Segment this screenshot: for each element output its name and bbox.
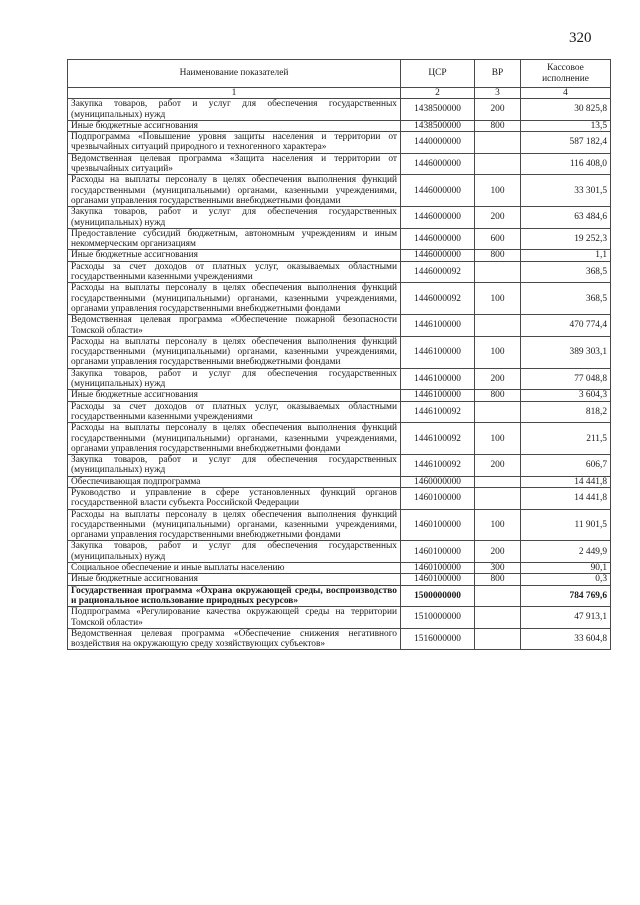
row-name-cell: Подпрограмма «Повышение уровня защиты населения и территории от чрезвычайных ситуаций природного и техногенного характера»	[68, 132, 401, 154]
row-name-cell: Обеспечивающая подпрограмма	[68, 476, 401, 487]
table-row	[68, 120, 611, 131]
row-vr-cell: 200	[475, 368, 521, 390]
row-name-cell: Руководство и управление в сфере установленных функций органов государственной власти субъекта Российской Федерации	[68, 487, 401, 509]
row-csr-cell: 1446000000	[401, 250, 475, 261]
row-vr-cell: 200	[475, 541, 521, 563]
row-amount-cell: 90,1	[521, 563, 611, 574]
row-amount-cell: 3 604,3	[521, 390, 611, 401]
row-amount-cell: 784 769,6	[521, 585, 611, 607]
row-amount-cell: 606,7	[521, 455, 611, 477]
header-vr: ВР	[475, 60, 521, 88]
row-vr-cell: 300	[475, 563, 521, 574]
row-name-cell: Расходы на выплаты персоналу в целях обеспечения выполнения функций государственными (муниципальными) органами, казенными учреждениями, органами управления государственными внебюджетными фондами	[68, 175, 401, 207]
row-vr-cell: 100	[475, 175, 521, 207]
row-name-cell: Расходы на выплаты персоналу в целях обеспечения выполнения функций государственными (муниципальными) органами, казенными учреждениями, органами управления государственными внебюджетными фондами	[68, 283, 401, 315]
row-vr-cell: 600	[475, 228, 521, 250]
column-number-row	[68, 88, 611, 99]
row-vr-cell: 200	[475, 99, 521, 121]
row-amount-cell: 116 408,0	[521, 153, 611, 175]
row-amount-cell: 368,5	[521, 283, 611, 315]
row-name-cell: Расходы на выплаты персоналу в целях обеспечения выполнения функций государственными (муниципальными) органами, казенными учреждениями, органами управления государственными внебюджетными фондами	[68, 336, 401, 368]
row-csr-cell: 1446100000	[401, 336, 475, 368]
table-row	[68, 628, 611, 650]
row-csr-cell: 1446100092	[401, 455, 475, 477]
row-amount-cell: 211,5	[521, 423, 611, 455]
row-csr-cell: 1446000000	[401, 175, 475, 207]
row-csr-cell: 1446000000	[401, 207, 475, 229]
row-name-cell: Расходы на выплаты персоналу в целях обеспечения выполнения функций государственными (муниципальными) органами, казенными учреждениями, органами управления государственными внебюджетными фондами	[68, 509, 401, 541]
row-name-cell: Закупка товаров, работ и услуг для обеспечения государственных (муниципальных) нужд	[68, 455, 401, 477]
row-amount-cell: 14 441,8	[521, 476, 611, 487]
row-name-cell: Социальное обеспечение и иные выплаты населению	[68, 563, 401, 574]
table-row	[68, 455, 611, 477]
row-vr-cell	[475, 261, 521, 283]
row-csr-cell: 1446100092	[401, 401, 475, 423]
row-name-cell: Расходы за счет доходов от платных услуг, оказываемых областными государственными казенными учреждениями	[68, 261, 401, 283]
row-name-cell: Ведомственная целевая программа «Обеспечение пожарной безопасности Томской области»	[68, 315, 401, 337]
row-name-cell: Иные бюджетные ассигнования	[68, 390, 401, 401]
table-row	[68, 153, 611, 175]
table-row	[68, 585, 611, 607]
row-amount-cell: 63 484,6	[521, 207, 611, 229]
row-amount-cell: 30 825,8	[521, 99, 611, 121]
row-amount-cell: 14 441,8	[521, 487, 611, 509]
row-csr-cell: 1460100000	[401, 487, 475, 509]
column-number: 2	[401, 88, 475, 99]
row-vr-cell: 200	[475, 455, 521, 477]
row-amount-cell: 470 774,4	[521, 315, 611, 337]
row-vr-cell: 200	[475, 207, 521, 229]
row-vr-cell	[475, 628, 521, 650]
budget-table	[67, 59, 611, 650]
row-vr-cell: 100	[475, 509, 521, 541]
table-row	[68, 132, 611, 154]
row-vr-cell: 100	[475, 283, 521, 315]
row-csr-cell: 1460000000	[401, 476, 475, 487]
row-name-cell: Иные бюджетные ассигнования	[68, 120, 401, 131]
row-name-cell: Иные бюджетные ассигнования	[68, 250, 401, 261]
row-name-cell: Подпрограмма «Регулирование качества окружающей среды на территории Томской области»	[68, 607, 401, 629]
table-row	[68, 261, 611, 283]
row-name-cell: Ведомственная целевая программа «Защита населения и территории от чрезвычайных ситуаций»	[68, 153, 401, 175]
row-csr-cell: 1510000000	[401, 607, 475, 629]
row-csr-cell: 1440000000	[401, 132, 475, 154]
row-vr-cell	[475, 401, 521, 423]
row-amount-cell: 47 913,1	[521, 607, 611, 629]
row-vr-cell	[475, 585, 521, 607]
row-csr-cell: 1446100000	[401, 390, 475, 401]
row-amount-cell: 13,5	[521, 120, 611, 131]
row-csr-cell: 1446000092	[401, 283, 475, 315]
row-csr-cell: 1516000000	[401, 628, 475, 650]
column-number: 1	[68, 88, 401, 99]
table-row	[68, 368, 611, 390]
row-vr-cell	[475, 476, 521, 487]
row-name-cell: Закупка товаров, работ и услуг для обеспечения государственных (муниципальных) нужд	[68, 207, 401, 229]
row-vr-cell	[475, 315, 521, 337]
table-row	[68, 541, 611, 563]
table-row	[68, 509, 611, 541]
table-row	[68, 99, 611, 121]
row-vr-cell	[475, 607, 521, 629]
row-csr-cell: 1438500000	[401, 120, 475, 131]
header-csr: ЦСР	[401, 60, 475, 88]
row-name-cell: Иные бюджетные ассигнования	[68, 574, 401, 585]
table-row	[68, 315, 611, 337]
row-name-cell: Закупка товаров, работ и услуг для обеспечения государственных (муниципальных) нужд	[68, 541, 401, 563]
row-name-cell: Предоставление субсидий бюджетным, автономным учреждениям и иным некоммерческим организациям	[68, 228, 401, 250]
row-amount-cell: 0,3	[521, 574, 611, 585]
row-amount-cell: 77 048,8	[521, 368, 611, 390]
row-amount-cell: 587 182,4	[521, 132, 611, 154]
header-name: Наименование показателей	[68, 60, 401, 88]
table-row	[68, 228, 611, 250]
row-vr-cell	[475, 132, 521, 154]
row-csr-cell: 1438500000	[401, 99, 475, 121]
table-row	[68, 401, 611, 423]
table-row	[68, 563, 611, 574]
column-number: 3	[475, 88, 521, 99]
row-amount-cell: 33 604,8	[521, 628, 611, 650]
table-row	[68, 336, 611, 368]
row-csr-cell: 1446000092	[401, 261, 475, 283]
row-amount-cell: 389 303,1	[521, 336, 611, 368]
row-name-cell: Закупка товаров, работ и услуг для обеспечения государственных (муниципальных) нужд	[68, 99, 401, 121]
row-amount-cell: 1,1	[521, 250, 611, 261]
column-number: 4	[521, 88, 611, 99]
row-name-cell: Расходы за счет доходов от платных услуг, оказываемых областными государственными казенными учреждениями	[68, 401, 401, 423]
table-row	[68, 607, 611, 629]
page-number: 320	[569, 30, 592, 46]
row-csr-cell: 1460100000	[401, 574, 475, 585]
row-name-cell: Расходы на выплаты персоналу в целях обеспечения выполнения функций государственными (муниципальными) органами, казенными учреждениями, органами управления государственными внебюджетными фондами	[68, 423, 401, 455]
row-vr-cell	[475, 487, 521, 509]
row-amount-cell: 818,2	[521, 401, 611, 423]
header-amount: Кассовое исполнение	[521, 60, 611, 88]
row-amount-cell: 11 901,5	[521, 509, 611, 541]
row-name-cell: Государственная программа «Охрана окружающей среды, воспроизводство и рациональное использование природных ресурсов»	[68, 585, 401, 607]
table-row	[68, 207, 611, 229]
row-vr-cell: 800	[475, 390, 521, 401]
row-csr-cell: 1460100000	[401, 509, 475, 541]
row-vr-cell	[475, 153, 521, 175]
table-row	[68, 390, 611, 401]
table-row	[68, 574, 611, 585]
table-row	[68, 487, 611, 509]
table-row	[68, 283, 611, 315]
row-csr-cell: 1460100000	[401, 541, 475, 563]
row-vr-cell: 800	[475, 574, 521, 585]
row-vr-cell: 800	[475, 120, 521, 131]
table-row	[68, 476, 611, 487]
row-amount-cell: 2 449,9	[521, 541, 611, 563]
row-vr-cell: 100	[475, 423, 521, 455]
row-amount-cell: 33 301,5	[521, 175, 611, 207]
row-vr-cell: 100	[475, 336, 521, 368]
row-name-cell: Закупка товаров, работ и услуг для обеспечения государственных (муниципальных) нужд	[68, 368, 401, 390]
row-csr-cell: 1446000000	[401, 153, 475, 175]
row-csr-cell: 1446000000	[401, 228, 475, 250]
row-csr-cell: 1446100000	[401, 315, 475, 337]
table-row	[68, 423, 611, 455]
row-vr-cell: 800	[475, 250, 521, 261]
row-amount-cell: 368,5	[521, 261, 611, 283]
table-row	[68, 175, 611, 207]
table-row	[68, 250, 611, 261]
row-csr-cell: 1446100092	[401, 423, 475, 455]
row-csr-cell: 1460100000	[401, 563, 475, 574]
table-header-row	[68, 60, 611, 88]
row-name-cell: Ведомственная целевая программа «Обеспечение снижения негативного воздействия на окружающую среду хозяйствующих субъектов»	[68, 628, 401, 650]
row-csr-cell: 1500000000	[401, 585, 475, 607]
row-amount-cell: 19 252,3	[521, 228, 611, 250]
row-csr-cell: 1446100000	[401, 368, 475, 390]
